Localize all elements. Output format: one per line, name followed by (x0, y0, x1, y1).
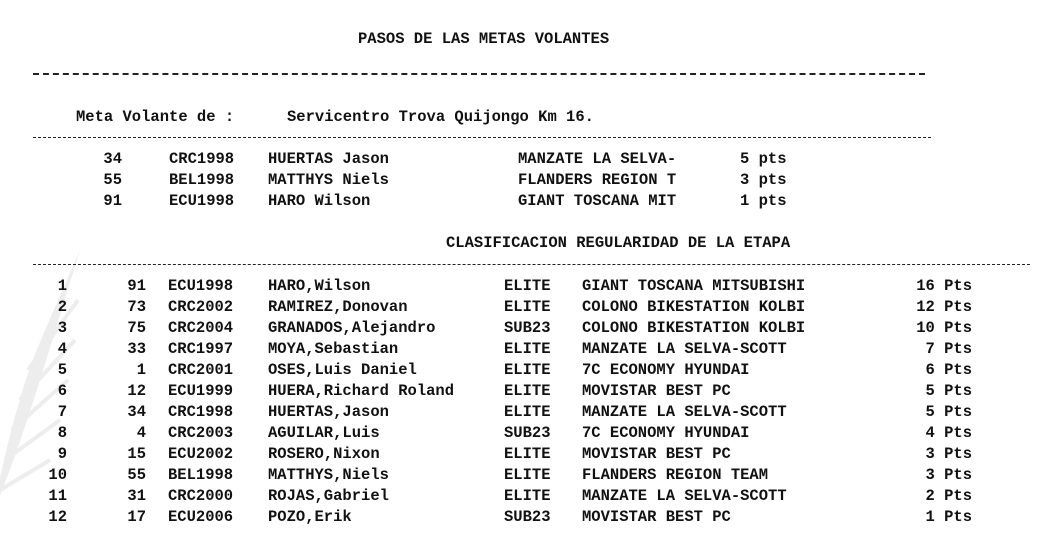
rider-code: ECU2006 (168, 508, 234, 526)
table-row (0, 445, 1046, 466)
divider-classification (33, 264, 1030, 265)
team-name: MOVISTAR BEST PC (582, 508, 731, 526)
rider-number: 34 (127, 403, 146, 421)
rider-name: HARO,Wilson (268, 277, 371, 295)
rider-code: CRC1998 (168, 403, 234, 421)
position: 4 (57, 340, 67, 358)
rider-code: CRC2003 (168, 424, 234, 442)
points: 7 Pts (925, 340, 972, 358)
team-name: MANZATE LA SELVA-SCOTT (582, 487, 787, 505)
table-row (0, 361, 1046, 382)
points: 1 pts (740, 192, 787, 210)
rider-number: 91 (103, 192, 122, 210)
rider-name: MATTHYS Niels (268, 171, 389, 189)
rider-number: 4 (136, 424, 146, 442)
points: 5 Pts (925, 403, 972, 421)
table-row (0, 508, 1046, 529)
points: 5 Pts (925, 382, 972, 400)
divider-meta (33, 137, 931, 138)
rider-number: 17 (127, 508, 146, 526)
divider-top (33, 73, 925, 75)
rider-number: 31 (127, 487, 146, 505)
position: 2 (57, 298, 67, 316)
rider-code: ECU1998 (168, 277, 234, 295)
position: 8 (57, 424, 67, 442)
category: ELITE (504, 445, 551, 463)
rider-number: 55 (127, 466, 146, 484)
category: ELITE (504, 340, 551, 358)
rider-number: 1 (136, 361, 146, 379)
rider-number: 34 (103, 150, 122, 168)
table-row (0, 319, 1046, 340)
category: ELITE (504, 403, 551, 421)
team-name: FLANDERS REGION TEAM (582, 466, 769, 484)
table-row (0, 424, 1046, 445)
rider-code: CRC2000 (168, 487, 234, 505)
team-name: GIANT TOSCANA MIT (518, 192, 677, 210)
team-name: MANZATE LA SELVA-SCOTT (582, 340, 787, 358)
rider-code: ECU1998 (169, 192, 235, 210)
team-name: 7C ECONOMY HYUNDAI (582, 424, 750, 442)
team-name: 7C ECONOMY HYUNDAI (582, 361, 750, 379)
pass-row (0, 171, 1046, 192)
table-row (0, 382, 1046, 403)
points: 3 pts (740, 171, 787, 189)
rider-name: OSES,Luis Daniel (268, 361, 417, 379)
rider-number: 91 (127, 277, 146, 295)
table-row (0, 403, 1046, 424)
rider-name: ROJAS,Gabriel (268, 487, 389, 505)
category: ELITE (504, 487, 551, 505)
position: 9 (57, 445, 67, 463)
rider-number: 33 (127, 340, 146, 358)
rider-code: ECU1999 (168, 382, 234, 400)
position: 3 (57, 319, 67, 337)
points: 5 pts (740, 150, 787, 168)
team-name: FLANDERS REGION T (518, 171, 677, 189)
rider-code: CRC2004 (168, 319, 234, 337)
table-row (0, 340, 1046, 361)
rider-name: POZO,Erik (268, 508, 352, 526)
rider-name: RAMIREZ,Donovan (268, 298, 408, 316)
rider-number: 75 (127, 319, 146, 337)
rider-name: GRANADOS,Alejandro (268, 319, 436, 337)
position: 11 (48, 487, 67, 505)
points: 1 Pts (925, 508, 972, 526)
team-name: MANZATE LA SELVA-SCOTT (582, 403, 787, 421)
table-row (0, 487, 1046, 508)
rider-number: 73 (127, 298, 146, 316)
meta-location: Servicentro Trova Quijongo Km 16. (287, 108, 594, 126)
rider-code: CRC2002 (168, 298, 234, 316)
position: 10 (48, 466, 67, 484)
rider-number: 55 (103, 171, 122, 189)
rider-code: BEL1998 (169, 171, 235, 189)
meta-label: Meta Volante de : (76, 108, 235, 126)
rider-code: CRC1997 (168, 340, 234, 358)
position: 12 (48, 508, 67, 526)
points: 3 Pts (925, 466, 972, 484)
rider-code: ECU2002 (168, 445, 234, 463)
page-title: PASOS DE LAS METAS VOLANTES (358, 30, 610, 48)
team-name: COLONO BIKESTATION KOLBI (582, 319, 806, 337)
category: ELITE (504, 361, 551, 379)
rider-name: HUERTAS,Jason (268, 403, 389, 421)
category: SUB23 (504, 424, 551, 442)
points: 2 Pts (925, 487, 972, 505)
rider-name: AGUILAR,Luis (268, 424, 380, 442)
rider-code: CRC2001 (168, 361, 234, 379)
pass-row (0, 192, 1046, 213)
rider-code: CRC1998 (169, 150, 235, 168)
points: 3 Pts (925, 445, 972, 463)
position: 1 (57, 277, 67, 295)
category: ELITE (504, 277, 551, 295)
classification-title: CLASIFICACION REGULARIDAD DE LA ETAPA (446, 234, 791, 252)
category: ELITE (504, 466, 551, 484)
rider-name: MATTHYS,Niels (268, 466, 389, 484)
points: 4 Pts (925, 424, 972, 442)
team-name: GIANT TOSCANA MITSUBISHI (582, 277, 806, 295)
rider-name: MOYA,Sebastian (268, 340, 399, 358)
pass-row (0, 150, 1046, 171)
rider-name: ROSERO,Nixon (268, 445, 380, 463)
rider-name: HUERTAS Jason (268, 150, 389, 168)
rider-name: HARO Wilson (268, 192, 371, 210)
table-row (0, 298, 1046, 319)
position: 6 (57, 382, 67, 400)
rider-name: HUERA,Richard Roland (268, 382, 455, 400)
category: ELITE (504, 298, 551, 316)
table-row (0, 277, 1046, 298)
points: 6 Pts (925, 361, 972, 379)
points: 16 Pts (916, 277, 972, 295)
points: 12 Pts (916, 298, 972, 316)
category: ELITE (504, 382, 551, 400)
team-name: MANZATE LA SELVA- (518, 150, 677, 168)
category: SUB23 (504, 319, 551, 337)
team-name: MOVISTAR BEST PC (582, 445, 731, 463)
table-row (0, 466, 1046, 487)
rider-number: 15 (127, 445, 146, 463)
points: 10 Pts (916, 319, 972, 337)
position: 5 (57, 361, 67, 379)
position: 7 (57, 403, 67, 421)
category: SUB23 (504, 508, 551, 526)
rider-number: 12 (127, 382, 146, 400)
team-name: MOVISTAR BEST PC (582, 382, 731, 400)
team-name: COLONO BIKESTATION KOLBI (582, 298, 806, 316)
rider-code: BEL1998 (168, 466, 234, 484)
